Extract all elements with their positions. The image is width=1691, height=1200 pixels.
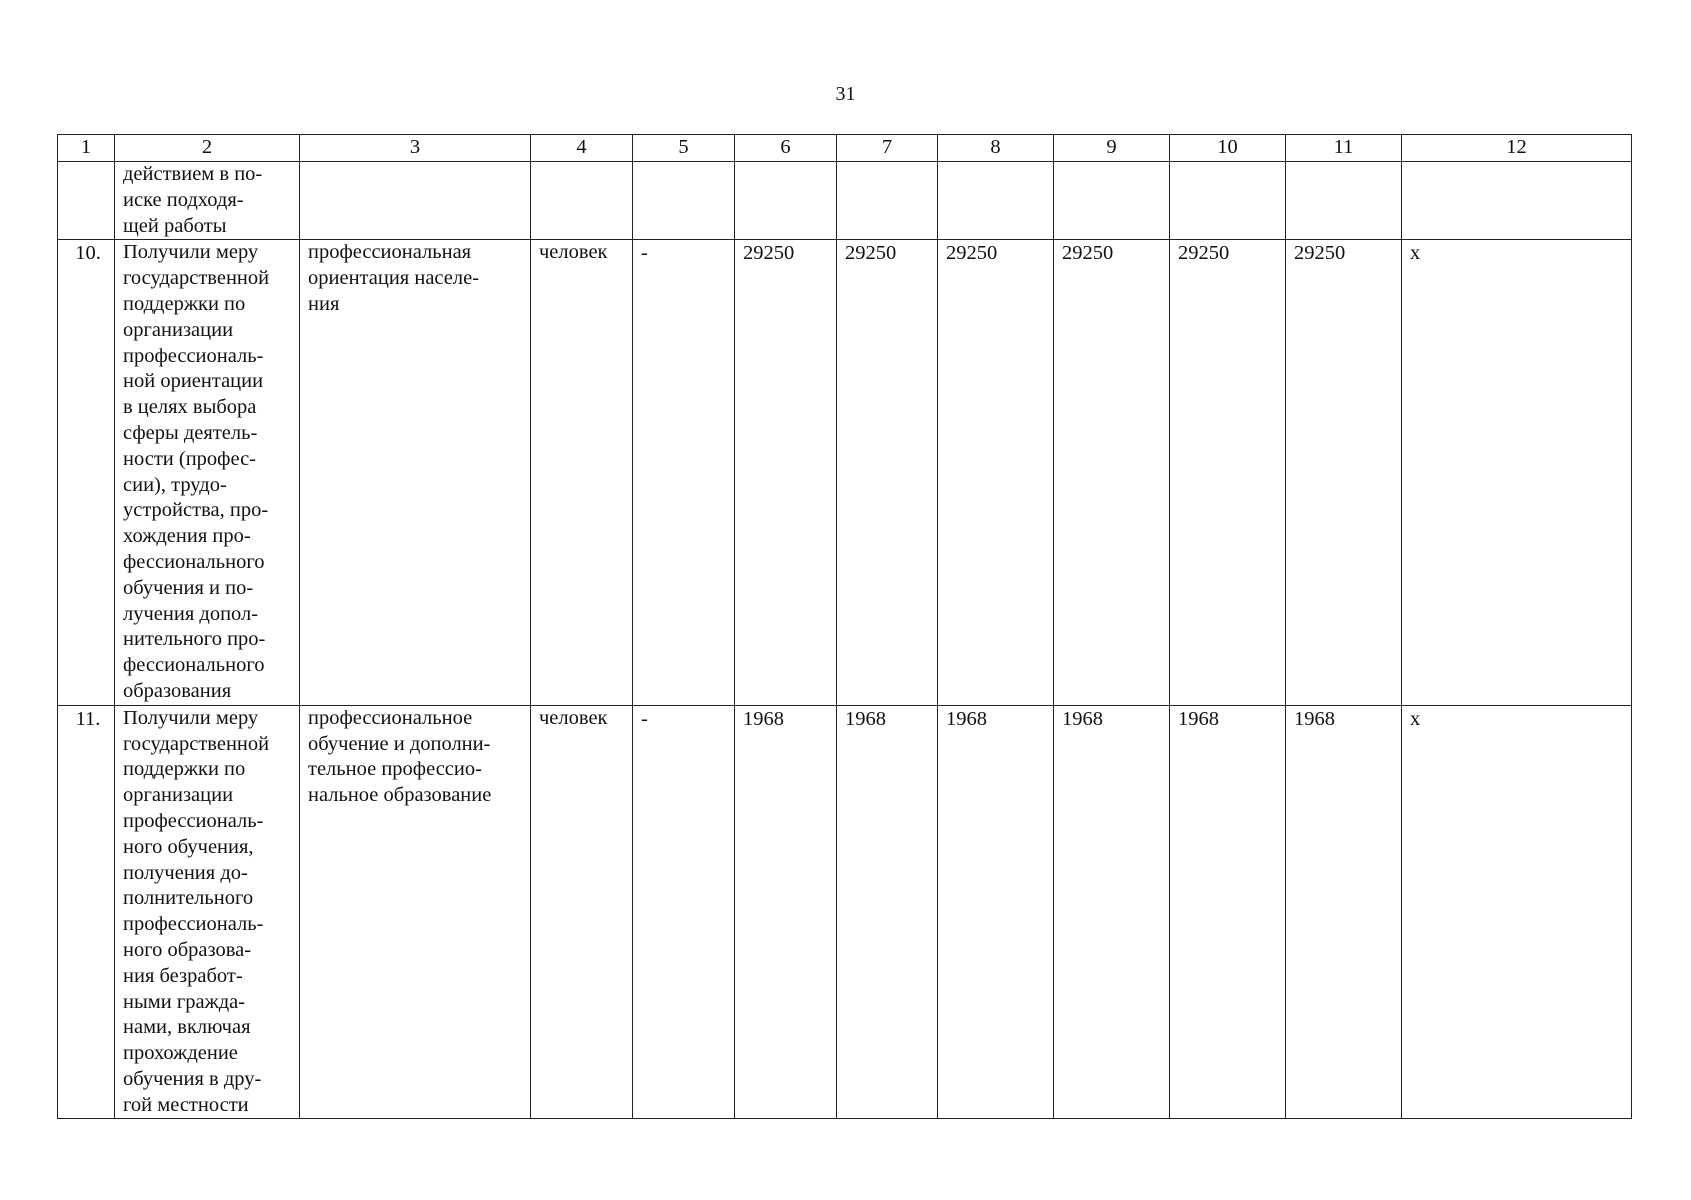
indicator-name-line: ными гражда-	[123, 990, 246, 1013]
indicator-name-line: образования	[123, 679, 232, 702]
note-cell: х	[1402, 705, 1632, 1119]
indicator-name-line: ности (профес-	[123, 447, 256, 470]
value-cell: 29250	[1286, 240, 1402, 705]
indicator-name-line: профессиональ-	[123, 913, 264, 936]
indicator-name-line: ния безработ-	[123, 964, 243, 987]
page-number: 31	[835, 83, 856, 105]
note-cell: х	[1402, 240, 1632, 705]
value-cell: 1968	[1170, 705, 1286, 1119]
row-index: 11.	[58, 705, 115, 1119]
row-index	[58, 162, 115, 240]
service-name-line: профессиональная	[308, 241, 472, 264]
column-header: 9	[1054, 135, 1170, 162]
indicator-name-line: получения до-	[123, 861, 248, 884]
value-cell: 1968	[1286, 705, 1402, 1119]
indicator-name-line: устройства, про-	[123, 499, 269, 522]
service-name-line: профессиональное	[308, 706, 473, 729]
indicator-name-line: профессиональ-	[123, 809, 264, 832]
indicator-name-line: государственной	[123, 267, 270, 290]
unit-cell	[531, 162, 633, 240]
table-row	[58, 240, 1632, 705]
indicator-name-line: ного обучения,	[123, 835, 254, 858]
indicator-name-line: в целях выбора	[123, 396, 257, 419]
indicator-name-line: поддержки по	[123, 292, 246, 315]
indicator-name-line: Получили меру	[123, 706, 259, 729]
value-cell	[735, 162, 837, 240]
indicator-name-line: ного образова-	[123, 938, 252, 961]
table-row	[58, 705, 1632, 1119]
indicator-name-line: прохождение	[123, 1042, 238, 1065]
column-header: 4	[531, 135, 633, 162]
service-name	[300, 240, 531, 705]
indicator-name-line: щей работы	[123, 214, 227, 237]
column-header: 12	[1402, 135, 1632, 162]
column-header: 11	[1286, 135, 1402, 162]
indicator-name-line: обучения в дру-	[123, 1067, 262, 1090]
value-cell: 29250	[1170, 240, 1286, 705]
indicator-name	[115, 240, 300, 705]
column-header: 6	[735, 135, 837, 162]
indicator-name	[115, 162, 300, 240]
service-name	[300, 705, 531, 1119]
indicator-name-line: организации	[123, 318, 234, 341]
unit-cell: человек	[531, 240, 633, 705]
indicator-name-line: профессиональ-	[123, 344, 264, 367]
value-cell: 29250	[735, 240, 837, 705]
unit-cell: человек	[531, 705, 633, 1119]
value-cell: 29250	[938, 240, 1054, 705]
value-cell: 1968	[837, 705, 938, 1119]
base-value-cell: -	[633, 240, 735, 705]
service-name-line: ния	[308, 292, 340, 315]
indicator-name-line: сферы деятель-	[123, 421, 258, 444]
indicator-name-line: поддержки по	[123, 758, 246, 781]
value-cell	[837, 162, 938, 240]
row-index: 10.	[58, 240, 115, 705]
value-cell	[1286, 162, 1402, 240]
table-header-row	[58, 135, 1632, 162]
indicator-name-line: хождения про-	[123, 525, 251, 548]
value-cell: 29250	[1054, 240, 1170, 705]
base-value-cell: -	[633, 705, 735, 1119]
indicator-name-line: лучения допол-	[123, 602, 259, 625]
indicator-name-line: фессионального	[123, 654, 265, 677]
value-cell	[938, 162, 1054, 240]
indicator-name-line: полнительного	[123, 887, 254, 910]
indicator-name-line: фессионального	[123, 550, 265, 573]
indicator-name-line: Получили меру	[123, 241, 259, 264]
column-header: 8	[938, 135, 1054, 162]
value-cell	[1170, 162, 1286, 240]
indicator-name-line: иске подходя-	[123, 188, 244, 211]
service-name-line: ориентация населе-	[308, 267, 480, 290]
column-header: 10	[1170, 135, 1286, 162]
service-name-line: тельное профессио-	[308, 758, 482, 781]
service-name	[300, 162, 531, 240]
service-name-line: обучение и дополни-	[308, 732, 491, 755]
column-header: 2	[115, 135, 300, 162]
column-header: 5	[633, 135, 735, 162]
indicator-name-line: нами, включая	[123, 1016, 251, 1039]
value-cell: 29250	[837, 240, 938, 705]
column-header: 3	[300, 135, 531, 162]
indicator-table	[57, 134, 1632, 1119]
indicator-name	[115, 705, 300, 1119]
value-cell: 1968	[938, 705, 1054, 1119]
column-header: 1	[58, 135, 115, 162]
indicator-name-line: нительного про-	[123, 628, 266, 651]
indicator-name-line: организации	[123, 784, 234, 807]
base-value-cell	[633, 162, 735, 240]
indicator-name-line: действием в по-	[123, 163, 263, 185]
indicator-name-line: ной ориентации	[123, 370, 264, 393]
indicator-name-line: государственной	[123, 732, 270, 755]
indicator-name-line: обучения и по-	[123, 576, 254, 599]
column-header: 7	[837, 135, 938, 162]
service-name-line: нальное образование	[308, 784, 492, 807]
indicator-name-line: сии), трудо-	[123, 473, 227, 496]
value-cell	[1054, 162, 1170, 240]
table-row	[58, 162, 1632, 240]
indicator-name-line: гой местности	[123, 1093, 249, 1116]
value-cell: 1968	[1054, 705, 1170, 1119]
note-cell	[1402, 162, 1632, 240]
value-cell: 1968	[735, 705, 837, 1119]
